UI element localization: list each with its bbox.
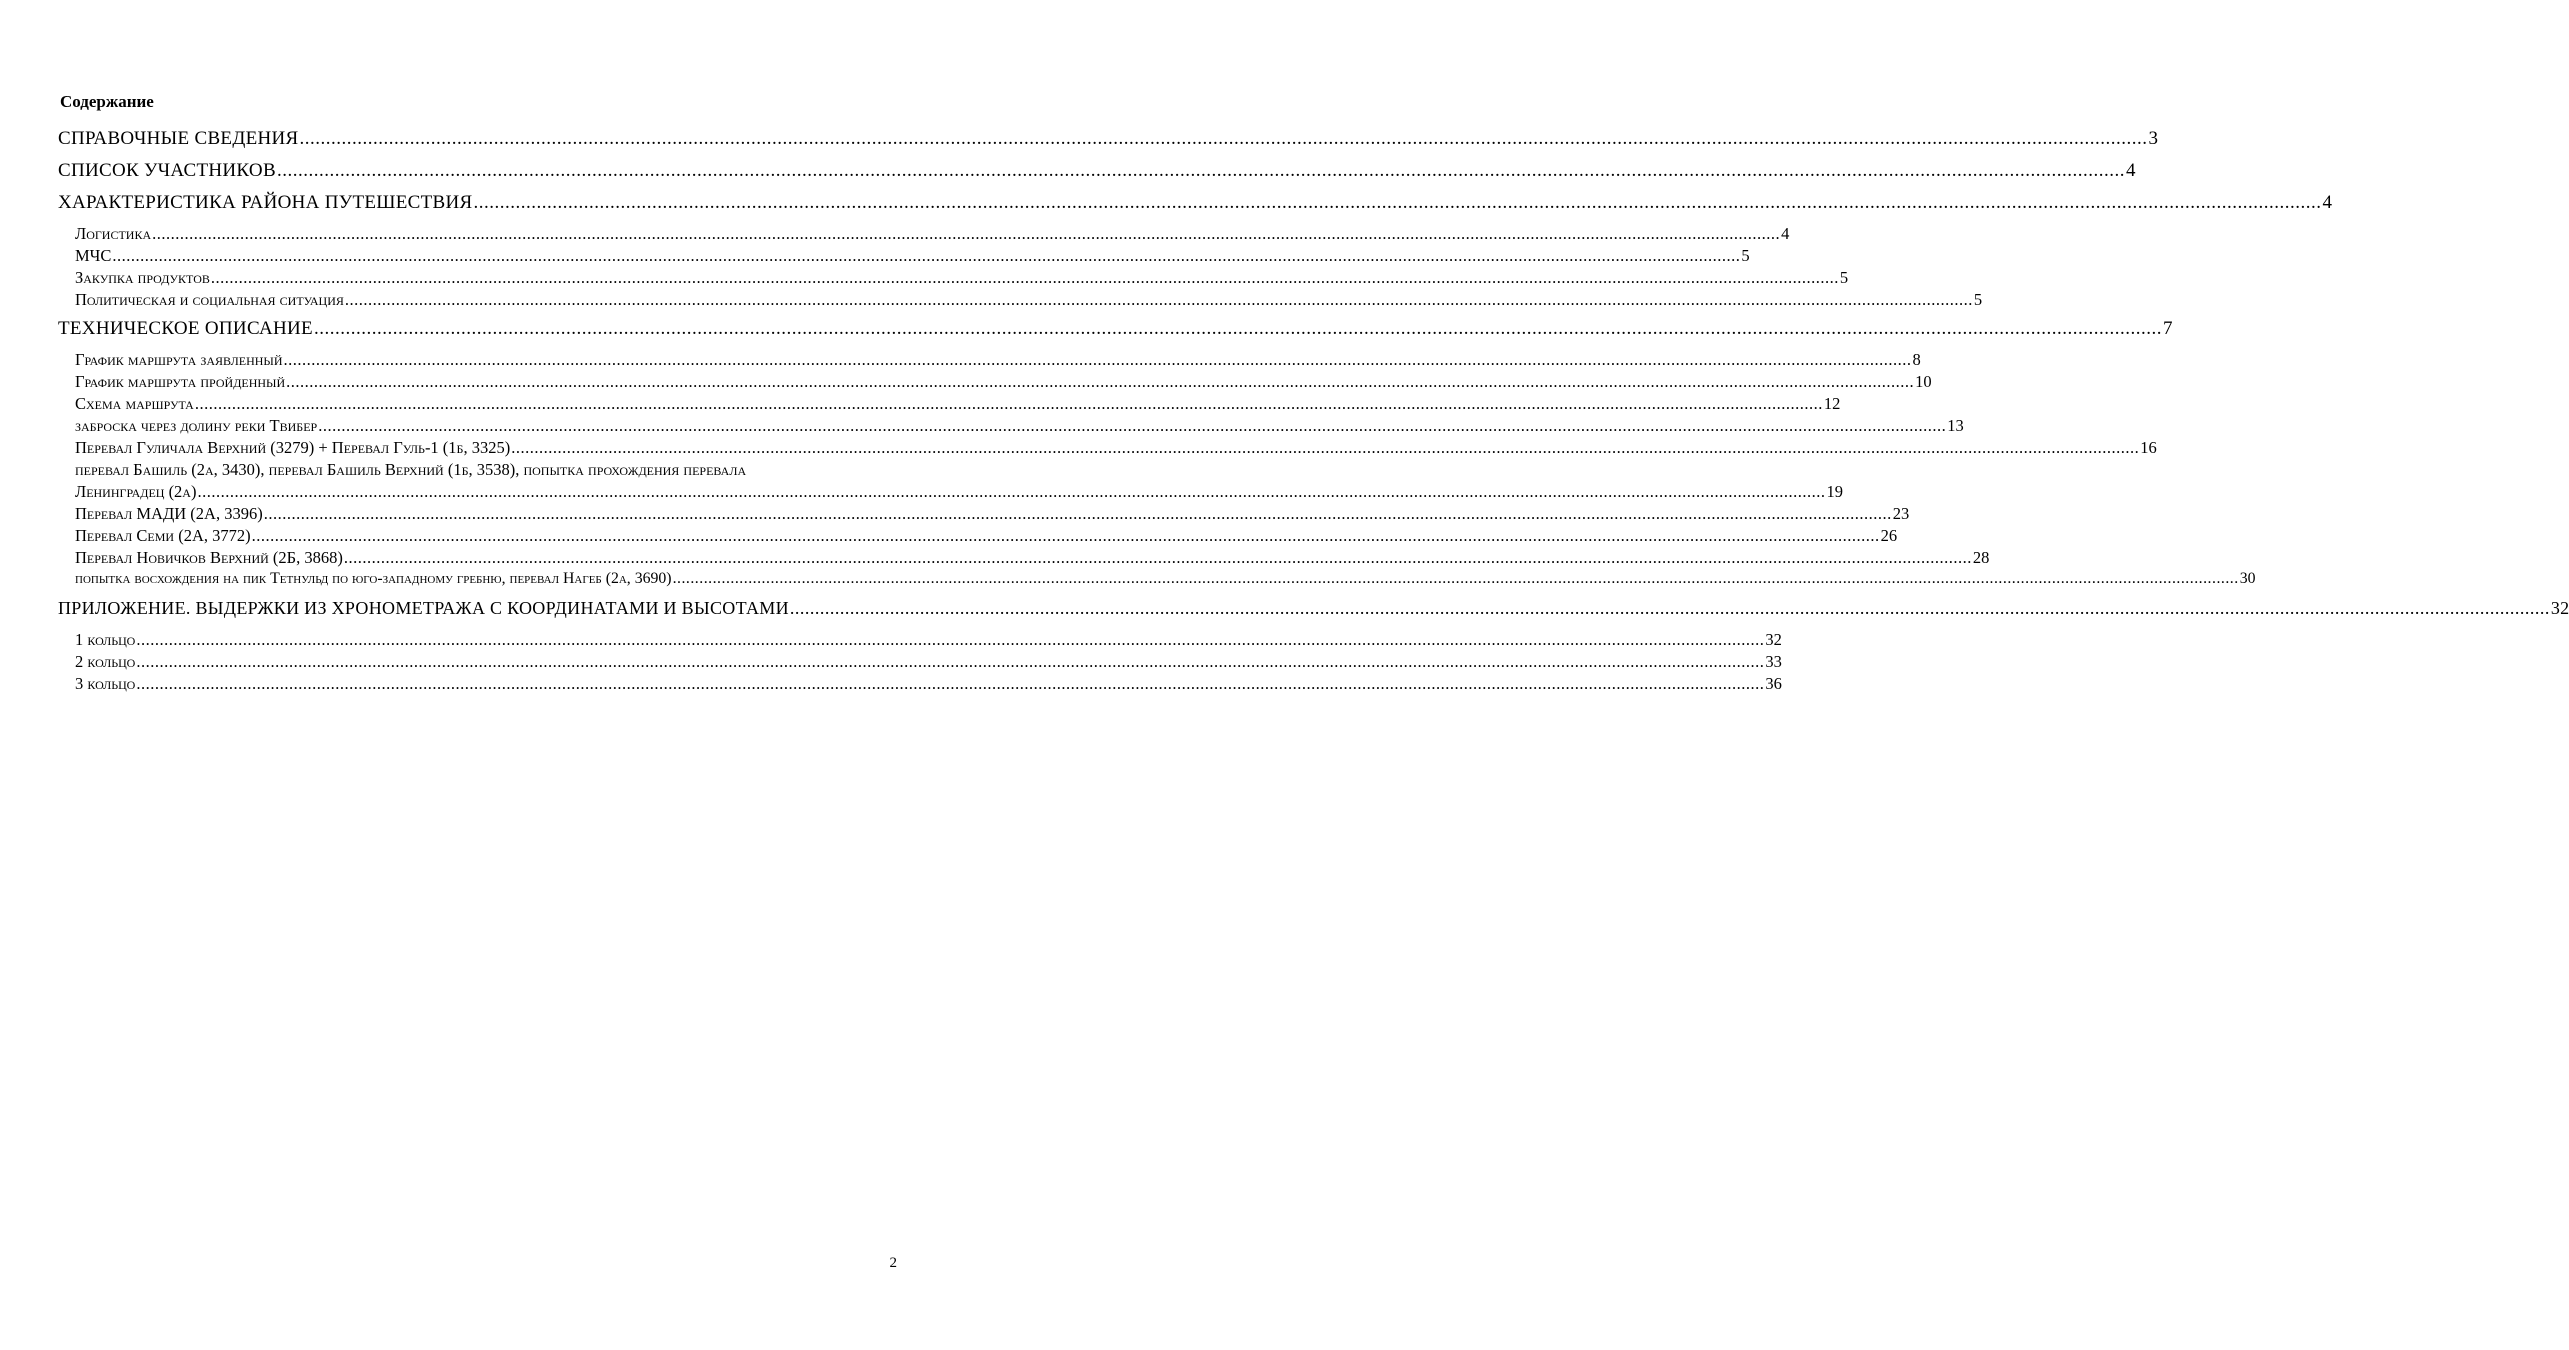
toc-entry-page: 4 — [2125, 160, 2136, 181]
toc-subentry[interactable] — [58, 372, 1932, 394]
toc-subentry[interactable] — [58, 268, 1849, 290]
toc-entry-page: 28 — [1972, 548, 1990, 567]
toc-entry[interactable] — [58, 190, 2333, 222]
toc-subentry[interactable] — [58, 504, 1910, 526]
toc-entry-page: 3 — [2148, 128, 2159, 149]
toc-entry-page: 32 — [2550, 598, 2569, 618]
toc-entry-label: СПИСОК УЧАСТНИКОВ — [58, 160, 276, 181]
toc-entry-page: 36 — [1765, 674, 1782, 693]
dot-leader — [345, 290, 1973, 310]
toc-entry-page: 16 — [2140, 438, 2157, 457]
toc-entry-page: 4 — [2322, 192, 2333, 213]
dot-leader — [286, 372, 1914, 392]
dot-leader — [152, 224, 1780, 244]
toc-subentry[interactable] — [58, 416, 1964, 438]
toc-subentry[interactable] — [58, 630, 1782, 652]
toc-entry-page: 5 — [1741, 246, 1750, 265]
toc-subentry[interactable] — [58, 350, 1921, 372]
dot-leader — [136, 630, 1764, 650]
toc-entry-label: ТЕХНИЧЕСКОЕ ОПИСАНИЕ — [58, 318, 313, 339]
toc-entry-label: ХАРАКТЕРИСТИКА РАЙОНА ПУТЕШЕСТВИЯ — [58, 192, 473, 213]
toc-entry-page: 23 — [1892, 504, 1910, 523]
toc-subentry[interactable] — [58, 570, 2256, 592]
toc-entry-page: 33 — [1765, 652, 1782, 671]
toc-entry-label: Ленинградец (2а) — [75, 482, 197, 501]
dot-leader — [136, 652, 1764, 672]
toc-entry-page: 19 — [1826, 482, 1843, 501]
toc-entry-label: заброска через долину реки Твибер — [75, 416, 318, 435]
toc-entry-page: 10 — [1915, 372, 1932, 391]
toc-subentry[interactable] — [58, 394, 1841, 416]
toc-entry-label: СПРАВОЧНЫЕ СВЕДЕНИЯ — [58, 128, 299, 149]
toc-subentry[interactable] — [58, 482, 1843, 504]
dot-leader — [318, 416, 1946, 436]
dot-leader — [136, 674, 1764, 694]
dot-leader — [300, 128, 2148, 150]
toc-entry-label: Политическая и социальная ситуация — [75, 290, 344, 309]
toc-entry-page: 30 — [2239, 570, 2256, 587]
toc-entry-label: 2 кольцо — [75, 652, 136, 671]
dot-leader — [277, 160, 2125, 182]
toc-entry-label: МЧС — [75, 246, 112, 265]
toc-entry-page: 7 — [2162, 318, 2173, 339]
toc-subentry[interactable] — [58, 674, 1782, 696]
dot-leader — [211, 268, 1839, 288]
dot-leader — [474, 192, 2322, 214]
toc-entry-label: График маршрута пройденный — [75, 372, 286, 391]
toc-entry-label: Схема маршрута — [75, 394, 194, 413]
dot-leader — [284, 350, 1912, 370]
dot-leader — [195, 394, 1823, 414]
toc-subentry[interactable] — [58, 224, 1790, 246]
dot-leader — [511, 438, 2139, 458]
dot-leader — [790, 598, 2550, 619]
dot-leader — [252, 526, 1880, 546]
toc-subentry[interactable] — [58, 438, 2157, 460]
toc-entry-label: Перевал Семи (2А, 3772) — [75, 526, 251, 545]
toc-entry-label: 3 кольцо — [75, 674, 136, 693]
toc-entry-page: 8 — [1912, 350, 1921, 369]
toc-subentry[interactable] — [58, 652, 1782, 674]
toc-entry-page: 12 — [1823, 394, 1841, 413]
dot-leader — [673, 570, 2239, 588]
toc-entry[interactable] — [58, 596, 2569, 628]
toc-heading: Содержание — [60, 92, 154, 111]
table-of-contents — [58, 126, 2569, 696]
dot-leader — [314, 318, 2162, 340]
dot-leader — [344, 548, 1972, 568]
toc-entry-label: Перевал МАДИ (2А, 3396) — [75, 504, 263, 523]
toc-entry-page: 5 — [1839, 268, 1849, 287]
toc-subentry[interactable] — [58, 246, 1750, 268]
toc-subentry[interactable] — [58, 526, 1898, 548]
toc-entry-page: 32 — [1765, 630, 1782, 649]
toc-entry-page: 4 — [1781, 224, 1790, 243]
toc-entry-page: 13 — [1947, 416, 1964, 435]
page-number: 2 — [889, 1255, 897, 1271]
toc-subentry[interactable] — [58, 290, 1983, 312]
toc-subentry-first-line[interactable]: перевал Башиль (2а, 3430), перевал Башиль Верхний (1б, 3538), попытка прохождения перевала — [75, 460, 747, 479]
toc-entry-label: Логистика — [75, 224, 152, 243]
toc-entry-page: 26 — [1880, 526, 1898, 545]
toc-entry[interactable] — [58, 126, 2159, 158]
toc-entry-page: 5 — [1973, 290, 1983, 309]
dot-leader — [264, 504, 1892, 524]
toc-subentry[interactable] — [58, 548, 1990, 570]
toc-entry-label: попытка восхождения на пик Тетнульд по юго-западному гребню, перевал Нагеб (2а, 3690) — [75, 570, 672, 587]
toc-entry-label: 1 кольцо — [75, 630, 136, 649]
toc-entry-label: Перевал Новичков Верхний (2Б, 3868) — [75, 548, 343, 567]
toc-entry-label: График маршрута заявленный — [75, 350, 283, 369]
dot-leader — [112, 246, 1740, 266]
dot-leader — [197, 482, 1825, 502]
toc-entry[interactable] — [58, 158, 2136, 190]
toc-entry-label: Закупка продуктов — [75, 268, 210, 287]
toc-entry-label: ПРИЛОЖЕНИЕ. ВЫДЕРЖКИ ИЗ ХРОНОМЕТРАЖА С КООРДИНАТАМИ И ВЫСОТАМИ — [58, 598, 789, 618]
toc-entry[interactable] — [58, 316, 2173, 348]
toc-entry-label: Перевал Гуличала Верхний (3279) + Перевал Гуль-1 (1б, 3325) — [75, 438, 511, 457]
